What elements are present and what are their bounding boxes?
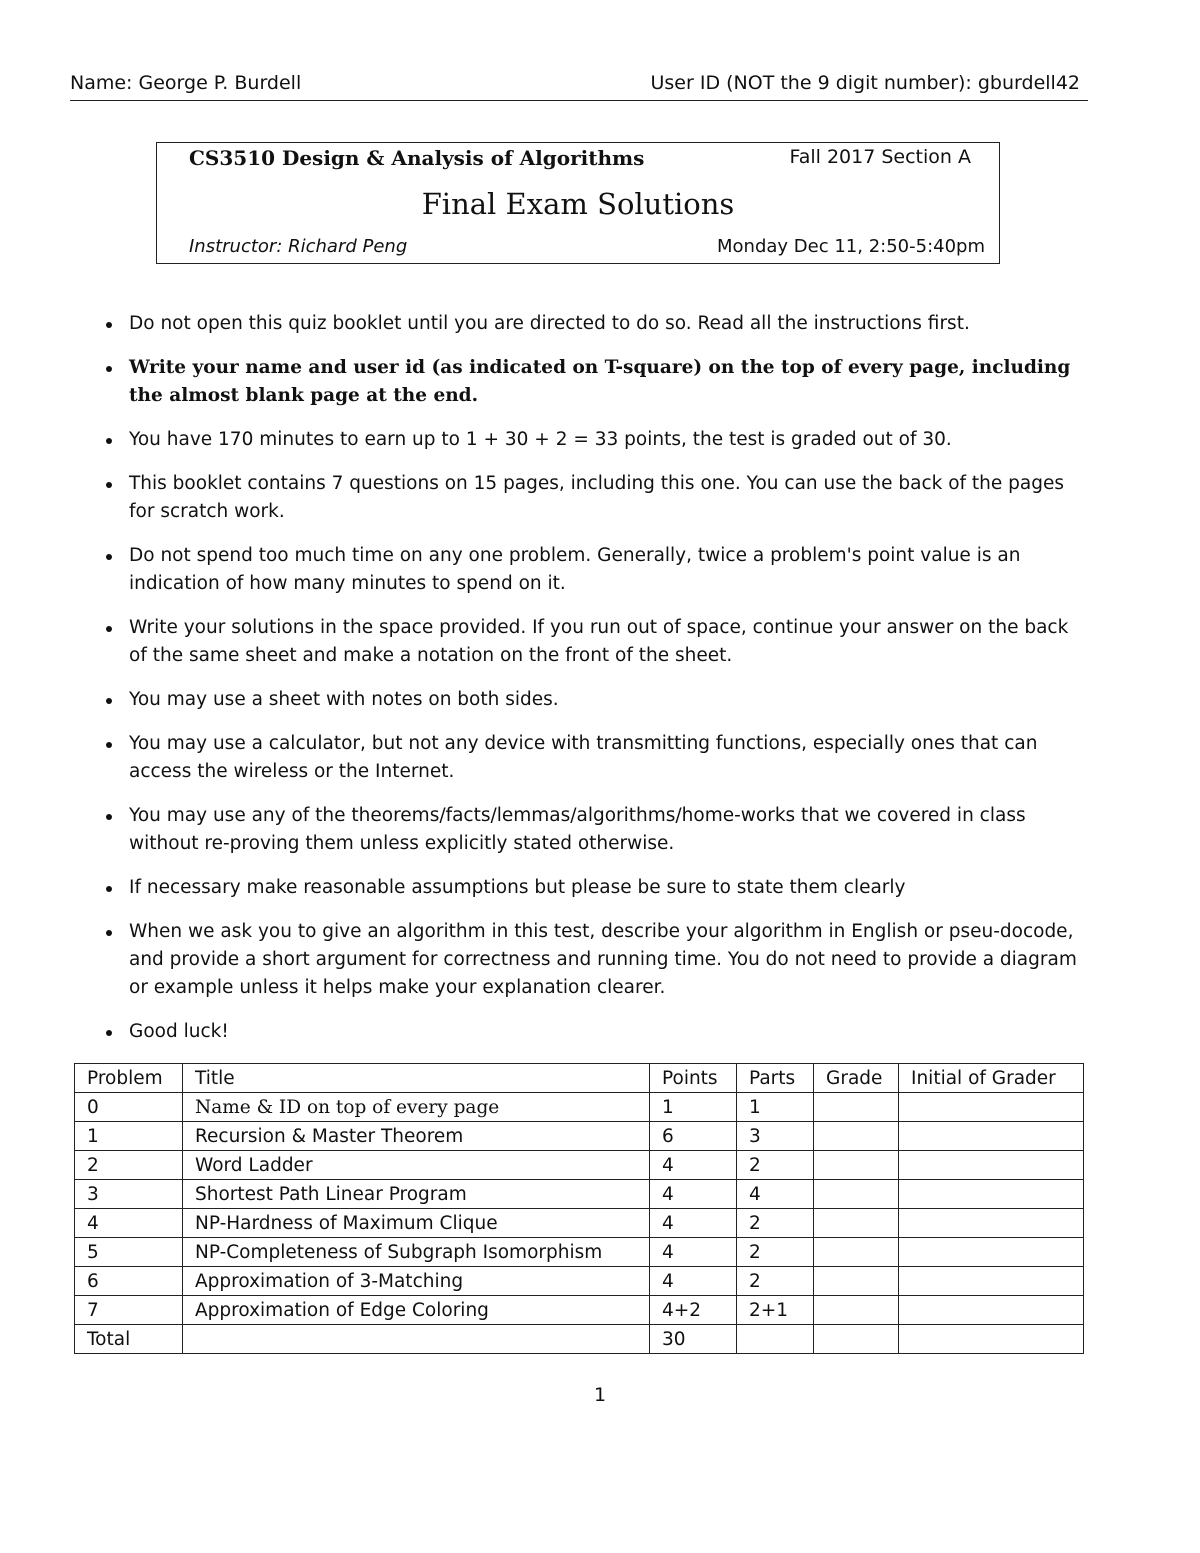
cell-points: 4 [650,1267,737,1296]
cell-grade [814,1325,899,1354]
instruction-item: Do not spend too much time on any one problem. Generally, twice a problem's point value is an indication of how many minutes to spend on it. [100,542,1090,598]
cell-problem: 5 [75,1238,183,1267]
cell-parts: 2+1 [737,1296,814,1325]
cell-grade [814,1209,899,1238]
cell-title: Recursion & Master Theorem [183,1122,650,1151]
cell-title: Shortest Path Linear Program [183,1180,650,1209]
cell-points: 4 [650,1209,737,1238]
instruction-item: You may use a calculator, but not any device with transmitting functions, especially ones that can access the wireless or the Internet. [100,730,1090,786]
cell-title: Approximation of Edge Coloring [183,1296,650,1325]
instructor: Instructor: Richard Peng [189,236,408,257]
cell-grade [814,1267,899,1296]
instruction-bold-text: Write your name and user id (as indicated on T-square) on the top of every page, including the almost blank page at the end. [129,357,1071,406]
cell-grader-initial [899,1151,1084,1180]
student-user-id: User ID (NOT the 9 digit number): gburdell42 [650,72,1080,94]
instruction-item: You may use any of the theorems/facts/lemmas/algorithms/home-works that we covered in class without re-proving them unless explicitly stated otherwise. [100,802,1090,858]
grading-table [74,1063,1084,1354]
cell-title: Word Ladder [183,1151,650,1180]
cell-points: 1 [650,1093,737,1122]
header-points: Points [650,1064,737,1093]
cell-parts: 4 [737,1180,814,1209]
cell-parts: 1 [737,1093,814,1122]
page-number: 1 [593,1384,607,1406]
cell-grade [814,1122,899,1151]
term-section: Fall 2017 Section A [789,146,971,168]
instruction-item [100,354,1090,410]
table-row [75,1151,1084,1180]
page-header [70,72,1088,101]
cell-grade [814,1151,899,1180]
course-name: CS3510 Design & Analysis of Algorithms [189,146,645,170]
instruction-item: This booklet contains 7 questions on 15 pages, including this one. You can use the back of the pages for scratch work. [100,470,1090,526]
instruction-item: Write your solutions in the space provided. If you run out of space, continue your answer on the back of the same sheet and make a notation on the front of the sheet. [100,614,1090,670]
cell-title: NP-Hardness of Maximum Clique [183,1209,650,1238]
table-row [75,1296,1084,1325]
cell-problem: 6 [75,1267,183,1296]
header-initial-of-grader: Initial of Grader [899,1064,1084,1093]
cell-parts: 2 [737,1151,814,1180]
cell-grader-initial [899,1325,1084,1354]
exam-title: Final Exam Solutions [421,187,735,221]
cell-problem: 0 [75,1093,183,1122]
instruction-item: When we ask you to give an algorithm in this test, describe your algorithm in English or pseu-docode, and provide a short argument for correctness and running time. You do not need to provide a diagram or example unless it helps make your explanation clearer. [100,918,1090,1002]
instructions-list [100,310,1090,1062]
cell-grader-initial [899,1122,1084,1151]
cell-title [183,1325,650,1354]
cell-parts [737,1325,814,1354]
cell-title: Name & ID on top of every page [183,1093,650,1122]
cell-problem: 7 [75,1296,183,1325]
cell-grade [814,1180,899,1209]
student-name: Name: George P. Burdell [70,72,302,94]
cell-points: 6 [650,1122,737,1151]
instruction-item: If necessary make reasonable assumptions but please be sure to state them clearly [100,874,1090,902]
cell-problem: 2 [75,1151,183,1180]
cell-grader-initial [899,1238,1084,1267]
cell-parts: 2 [737,1238,814,1267]
header-problem: Problem [75,1064,183,1093]
header-parts: Parts [737,1064,814,1093]
cell-grade [814,1238,899,1267]
cell-points: 4 [650,1238,737,1267]
cell-grader-initial [899,1296,1084,1325]
cell-grade [814,1296,899,1325]
header-title: Title [183,1064,650,1093]
cell-grader-initial [899,1209,1084,1238]
table-header-row [75,1064,1084,1093]
cell-grader-initial [899,1180,1084,1209]
exam-time: Monday Dec 11, 2:50-5:40pm [717,236,985,257]
cell-problem: 4 [75,1209,183,1238]
table-row [75,1209,1084,1238]
cell-points: 4+2 [650,1296,737,1325]
instruction-item: Good luck! [100,1018,1090,1046]
instruction-item: You may use a sheet with notes on both sides. [100,686,1090,714]
table-row [75,1122,1084,1151]
cell-parts: 2 [737,1267,814,1296]
table-row [75,1180,1084,1209]
cell-points: 4 [650,1180,737,1209]
table-row [75,1267,1084,1296]
cell-title: NP-Completeness of Subgraph Isomorphism [183,1238,650,1267]
cell-grader-initial [899,1267,1084,1296]
cell-title: Approximation of 3-Matching [183,1267,650,1296]
instruction-item: You have 170 minutes to earn up to 1 + 30 + 2 = 33 points, the test is graded out of 30. [100,426,1090,454]
cell-points: 4 [650,1151,737,1180]
cell-grade [814,1093,899,1122]
cell-points: 30 [650,1325,737,1354]
cell-parts: 3 [737,1122,814,1151]
instruction-item: Do not open this quiz booklet until you are directed to do so. Read all the instructions first. [100,310,1090,338]
cell-problem: Total [75,1325,183,1354]
table-row [75,1093,1084,1122]
table-total-row [75,1325,1084,1354]
table-row [75,1238,1084,1267]
cell-problem: 3 [75,1180,183,1209]
cell-parts: 2 [737,1209,814,1238]
cell-grader-initial [899,1093,1084,1122]
header-grade: Grade [814,1064,899,1093]
cell-problem: 1 [75,1122,183,1151]
exam-title-box [156,142,1000,264]
